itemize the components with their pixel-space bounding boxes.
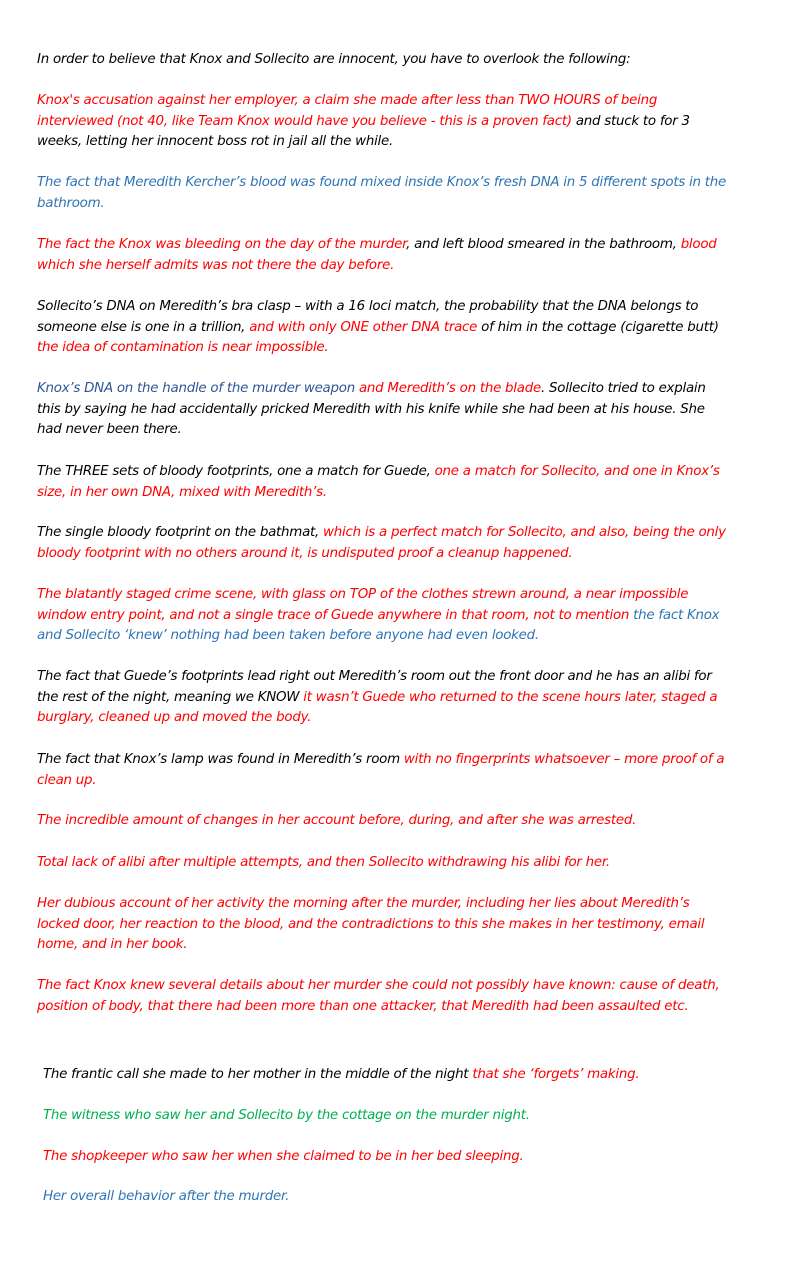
item-8-text-blue: the fact Knox and Sollecito ‘knew’ nothing had been taken before anyone had even looked. (37, 607, 720, 644)
item-2-text-blue: The fact that Meredith Kercher’s blood was found mixed inside Knox’s fresh DNA in 5 different spots in the bathroom. (37, 175, 727, 211)
item-14-text-red: The fact Knox knew several details about her murder she could not possibly have known: cause of death, position of body, that there had been more than one attacker, that Meredith had been assaulted etc. (37, 978, 720, 1014)
intro-paragraph (37, 50, 727, 71)
item-6-text-black: The THREE sets of bloody footprints, one a match for Guede, (37, 464, 431, 479)
item-4-text-red-2: the idea of contamination is near impossible. (37, 340, 329, 356)
item-paragraph-5 (37, 379, 727, 441)
item-16-text-green: The witness who saw her and Sollecito by the cottage on the murder night. (43, 1108, 530, 1123)
item-12-text-red: Total lack of alibi after multiple attempts, and then Sollecito withdrawing his alibi for her. (37, 855, 610, 870)
item-paragraph-12 (37, 853, 727, 874)
item-10-text-red: with no fingerprints whatsoever – more proof of a clean up. (37, 752, 725, 788)
item-paragraph-8 (37, 585, 727, 647)
item-paragraph-18 (43, 1187, 733, 1208)
item-paragraph-7 (37, 523, 727, 564)
item-18-text-blue: Her overall behavior after the murder. (43, 1189, 290, 1204)
item-5-text-black: . Sollecito tried to explain this by saying he had accidentally pricked Meredith with his knife while she had been at his house. She had never been there. (37, 381, 706, 438)
item-9-text-black: The fact that Guede’s footprints lead right out Meredith’s room out the front door and he has an alibi for the rest of the night, meaning we KNOW (37, 669, 712, 705)
item-paragraph-2 (37, 173, 727, 214)
item-paragraph-16 (43, 1106, 733, 1127)
item-7-text-black: The single bloody footprint on the bathmat, (37, 525, 320, 540)
item-8-text-red: The blatantly staged crime scene, with glass on TOP of the clothes strewn around, a near impossible window entry point, and not a single trace of Guede anywhere in that room, not to mention (37, 587, 689, 623)
item-11-text-red: The incredible amount of changes in her account before, during, and after she was arrested. (37, 813, 637, 828)
item-paragraph-3 (37, 235, 727, 276)
item-15-text-black: The frantic call she made to her mother in the middle of the night (43, 1067, 469, 1082)
item-4-text-red: and with only ONE other DNA trace (245, 319, 478, 335)
intro-text: In order to believe that Knox and Sollecito are innocent, you have to overlook the following: (37, 52, 631, 67)
item-7-text-red: which is a perfect match for Sollecito, and also, being the only bloody footprint with no others around it, is undisputed proof a cleanup happened. (37, 525, 726, 561)
item-paragraph-11 (37, 811, 727, 832)
item-3-text-red: The fact the Knox was bleeding on the day of the murder (37, 237, 407, 252)
item-3-text-black: , and left blood smeared in the bathroom, (406, 237, 681, 252)
item-paragraph-1 (37, 91, 727, 153)
item-17-text-red: The shopkeeper who saw her when she claimed to be in her bed sleeping. (43, 1149, 524, 1164)
item-10-text-black: The fact that Knox’s lamp was found in Meredith’s room (37, 752, 400, 767)
item-3-text-red-2: blood which she herself admits was not there the day before. (37, 237, 717, 273)
item-paragraph-6 (37, 462, 727, 503)
item-paragraph-10 (37, 750, 727, 791)
item-13-text-red: Her dubious account of her activity the morning after the murder, including her lies about Meredith’s locked door, her reaction to the blood, and the contradictions to this she makes in her testimony, email home, and in her book. (37, 896, 705, 953)
item-1-text-red: Knox's accusation against her employer, a claim she made after less than TWO HOURS of being interviewed (not 40, like Team Knox would have you believe - this is a proven fact) (37, 93, 658, 129)
item-4-text-black-2: of him in the cottage (cigarette butt) (477, 319, 719, 335)
item-6-text-red: one a match for Sollecito, and one in Knox’s size, in her own DNA, mixed with Meredith’s. (37, 464, 720, 500)
item-paragraph-9 (37, 667, 727, 729)
item-5-text-red: and Meredith’s on the blade (354, 381, 541, 396)
item-paragraph-17 (43, 1147, 733, 1168)
item-paragraph-4 (37, 297, 727, 359)
item-9-text-red: it wasn’t Guede who returned to the scene hours later, staged a burglary, cleaned up and moved the body. (37, 689, 718, 726)
item-1-text-black: and stuck to for 3 weeks, letting her innocent boss rot in jail all the while. (37, 113, 690, 150)
item-15-text-red: that she ‘forgets’ making. (468, 1067, 640, 1082)
item-paragraph-14 (37, 976, 727, 1017)
item-4-text-black: Sollecito’s DNA on Meredith’s bra clasp – with a 16 loci match, the probability that the DNA belongs to someone else is one in a trillion, (37, 299, 699, 335)
item-paragraph-13 (37, 894, 727, 956)
item-paragraph-15 (43, 1065, 733, 1086)
item-5-text-blue: Knox’s DNA on the handle of the murder weapon (37, 381, 355, 396)
